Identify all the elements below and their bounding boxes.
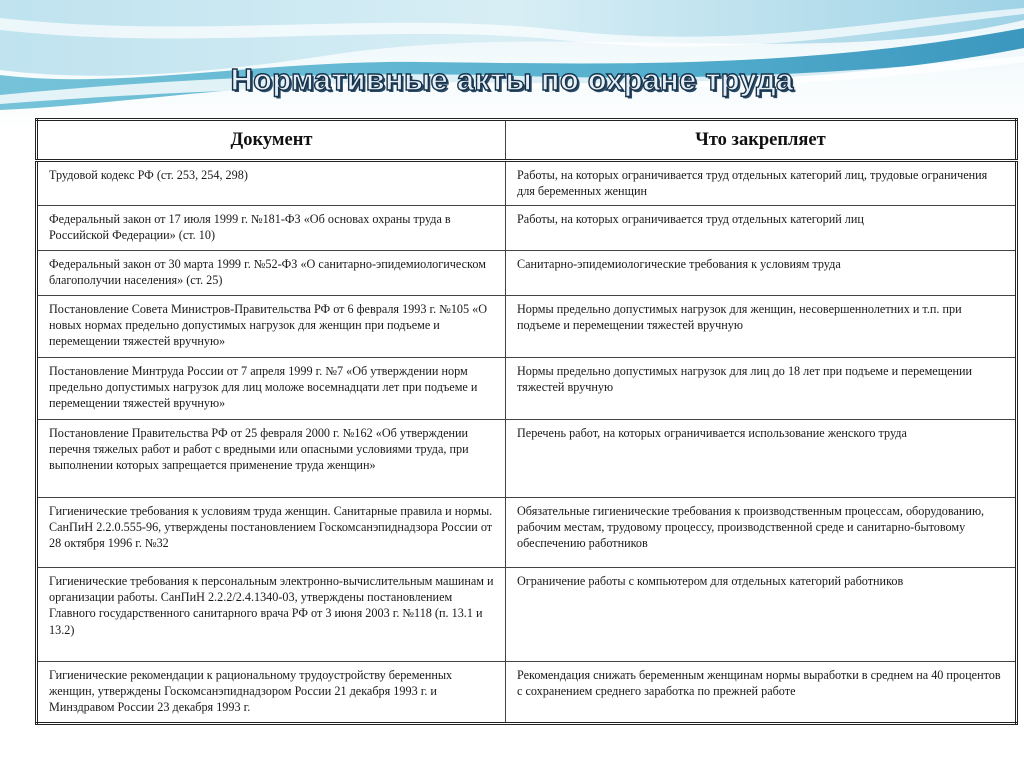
document-cell: Гигиенические требования к условиям труда женщин. Санитарные правила и нормы. СанПиН 2.2.0.555-96, утверждены постановлением Госкомсанэпиднадзора России от 28 октября 1996 г. №32 xyxy=(37,498,506,568)
establishes-cell: Нормы предельно допустимых нагрузок для женщин, несовершеннолетних и т.п. при подъеме и перемещении тяжестей вручную xyxy=(506,296,1017,358)
regulations-table xyxy=(35,118,1015,725)
document-cell: Постановление Минтруда России от 7 апреля 1999 г. №7 «Об утверждении норм предельно допустимых нагрузок для лиц моложе восемнадцати лет при подъеме и перемещении тяжестей вручную» xyxy=(37,358,506,420)
table-row xyxy=(37,206,1017,251)
establishes-cell: Работы, на которых ограничивается труд отдельных категорий лиц xyxy=(506,206,1017,251)
table-row xyxy=(37,358,1017,420)
table-row xyxy=(37,161,1017,206)
document-cell: Постановление Совета Министров-Правительства РФ от 6 февраля 1993 г. №105 «О новых нормах предельно допустимых нагрузок для женщин при подъеме и перемещении тяжестей вручную» xyxy=(37,296,506,358)
table-row xyxy=(37,662,1017,724)
document-cell: Трудовой кодекс РФ (ст. 253, 254, 298) xyxy=(37,161,506,206)
establishes-cell: Ограничение работы с компьютером для отдельных категорий работников xyxy=(506,568,1017,662)
document-cell: Федеральный закон от 30 марта 1999 г. №52-ФЗ «О санитарно-эпидемиологическом благополучии населения» (ст. 25) xyxy=(37,251,506,296)
establishes-cell: Рекомендация снижать беременным женщинам нормы выработки в среднем на 40 процентов с сохранением среднего заработка по прежней работе xyxy=(506,662,1017,724)
document-cell: Гигиенические требования к персональным электронно-вычислительным машинам и организации работы. СанПиН 2.2.2/2.4.1340-03, утверждены постановлением Главного государственного санитарного врача РФ от 3 июня 2003 г. №118 (п. 13.1 и 13.2) xyxy=(37,568,506,662)
establishes-cell: Санитарно-эпидемиологические требования к условиям труда xyxy=(506,251,1017,296)
table-header-row xyxy=(37,120,1017,161)
table-row xyxy=(37,296,1017,358)
table-row xyxy=(37,420,1017,498)
establishes-cell: Обязательные гигиенические требования к производственным процессам, оборудованию, рабочим местам, трудовому процессу, производственной среде и санитарно-бытовому обеспечению работников xyxy=(506,498,1017,568)
slide-title: Нормативные акты по охране труда xyxy=(230,62,794,97)
establishes-cell: Перечень работ, на которых ограничивается использование женского труда xyxy=(506,420,1017,498)
table-row xyxy=(37,251,1017,296)
document-cell: Постановление Правительства РФ от 25 февраля 2000 г. №162 «Об утверждении перечня тяжелых работ и работ с вредными или опасными условиями труда, при выполнении которых запрещается применение труда женщин» xyxy=(37,420,506,498)
header-document: Документ xyxy=(37,120,506,161)
document-cell: Федеральный закон от 17 июля 1999 г. №181-ФЗ «Об основах охраны труда в Российской Федерации» (ст. 10) xyxy=(37,206,506,251)
header-what-it-establishes: Что закрепляет xyxy=(506,120,1017,161)
establishes-cell: Работы, на которых ограничивается труд отдельных категорий лиц, трудовые ограничения для беременных женщин xyxy=(506,161,1017,206)
establishes-cell: Нормы предельно допустимых нагрузок для лиц до 18 лет при подъеме и перемещении тяжестей вручную xyxy=(506,358,1017,420)
table-row xyxy=(37,498,1017,568)
document-cell: Гигиенические рекомендации к рациональному трудоустройству беременных женщин, утверждены Госкомсанэпиднадзором России 21 декабря 1993 г. и Минздравом России 23 декабря 1993 г. xyxy=(37,662,506,724)
table-row xyxy=(37,568,1017,662)
